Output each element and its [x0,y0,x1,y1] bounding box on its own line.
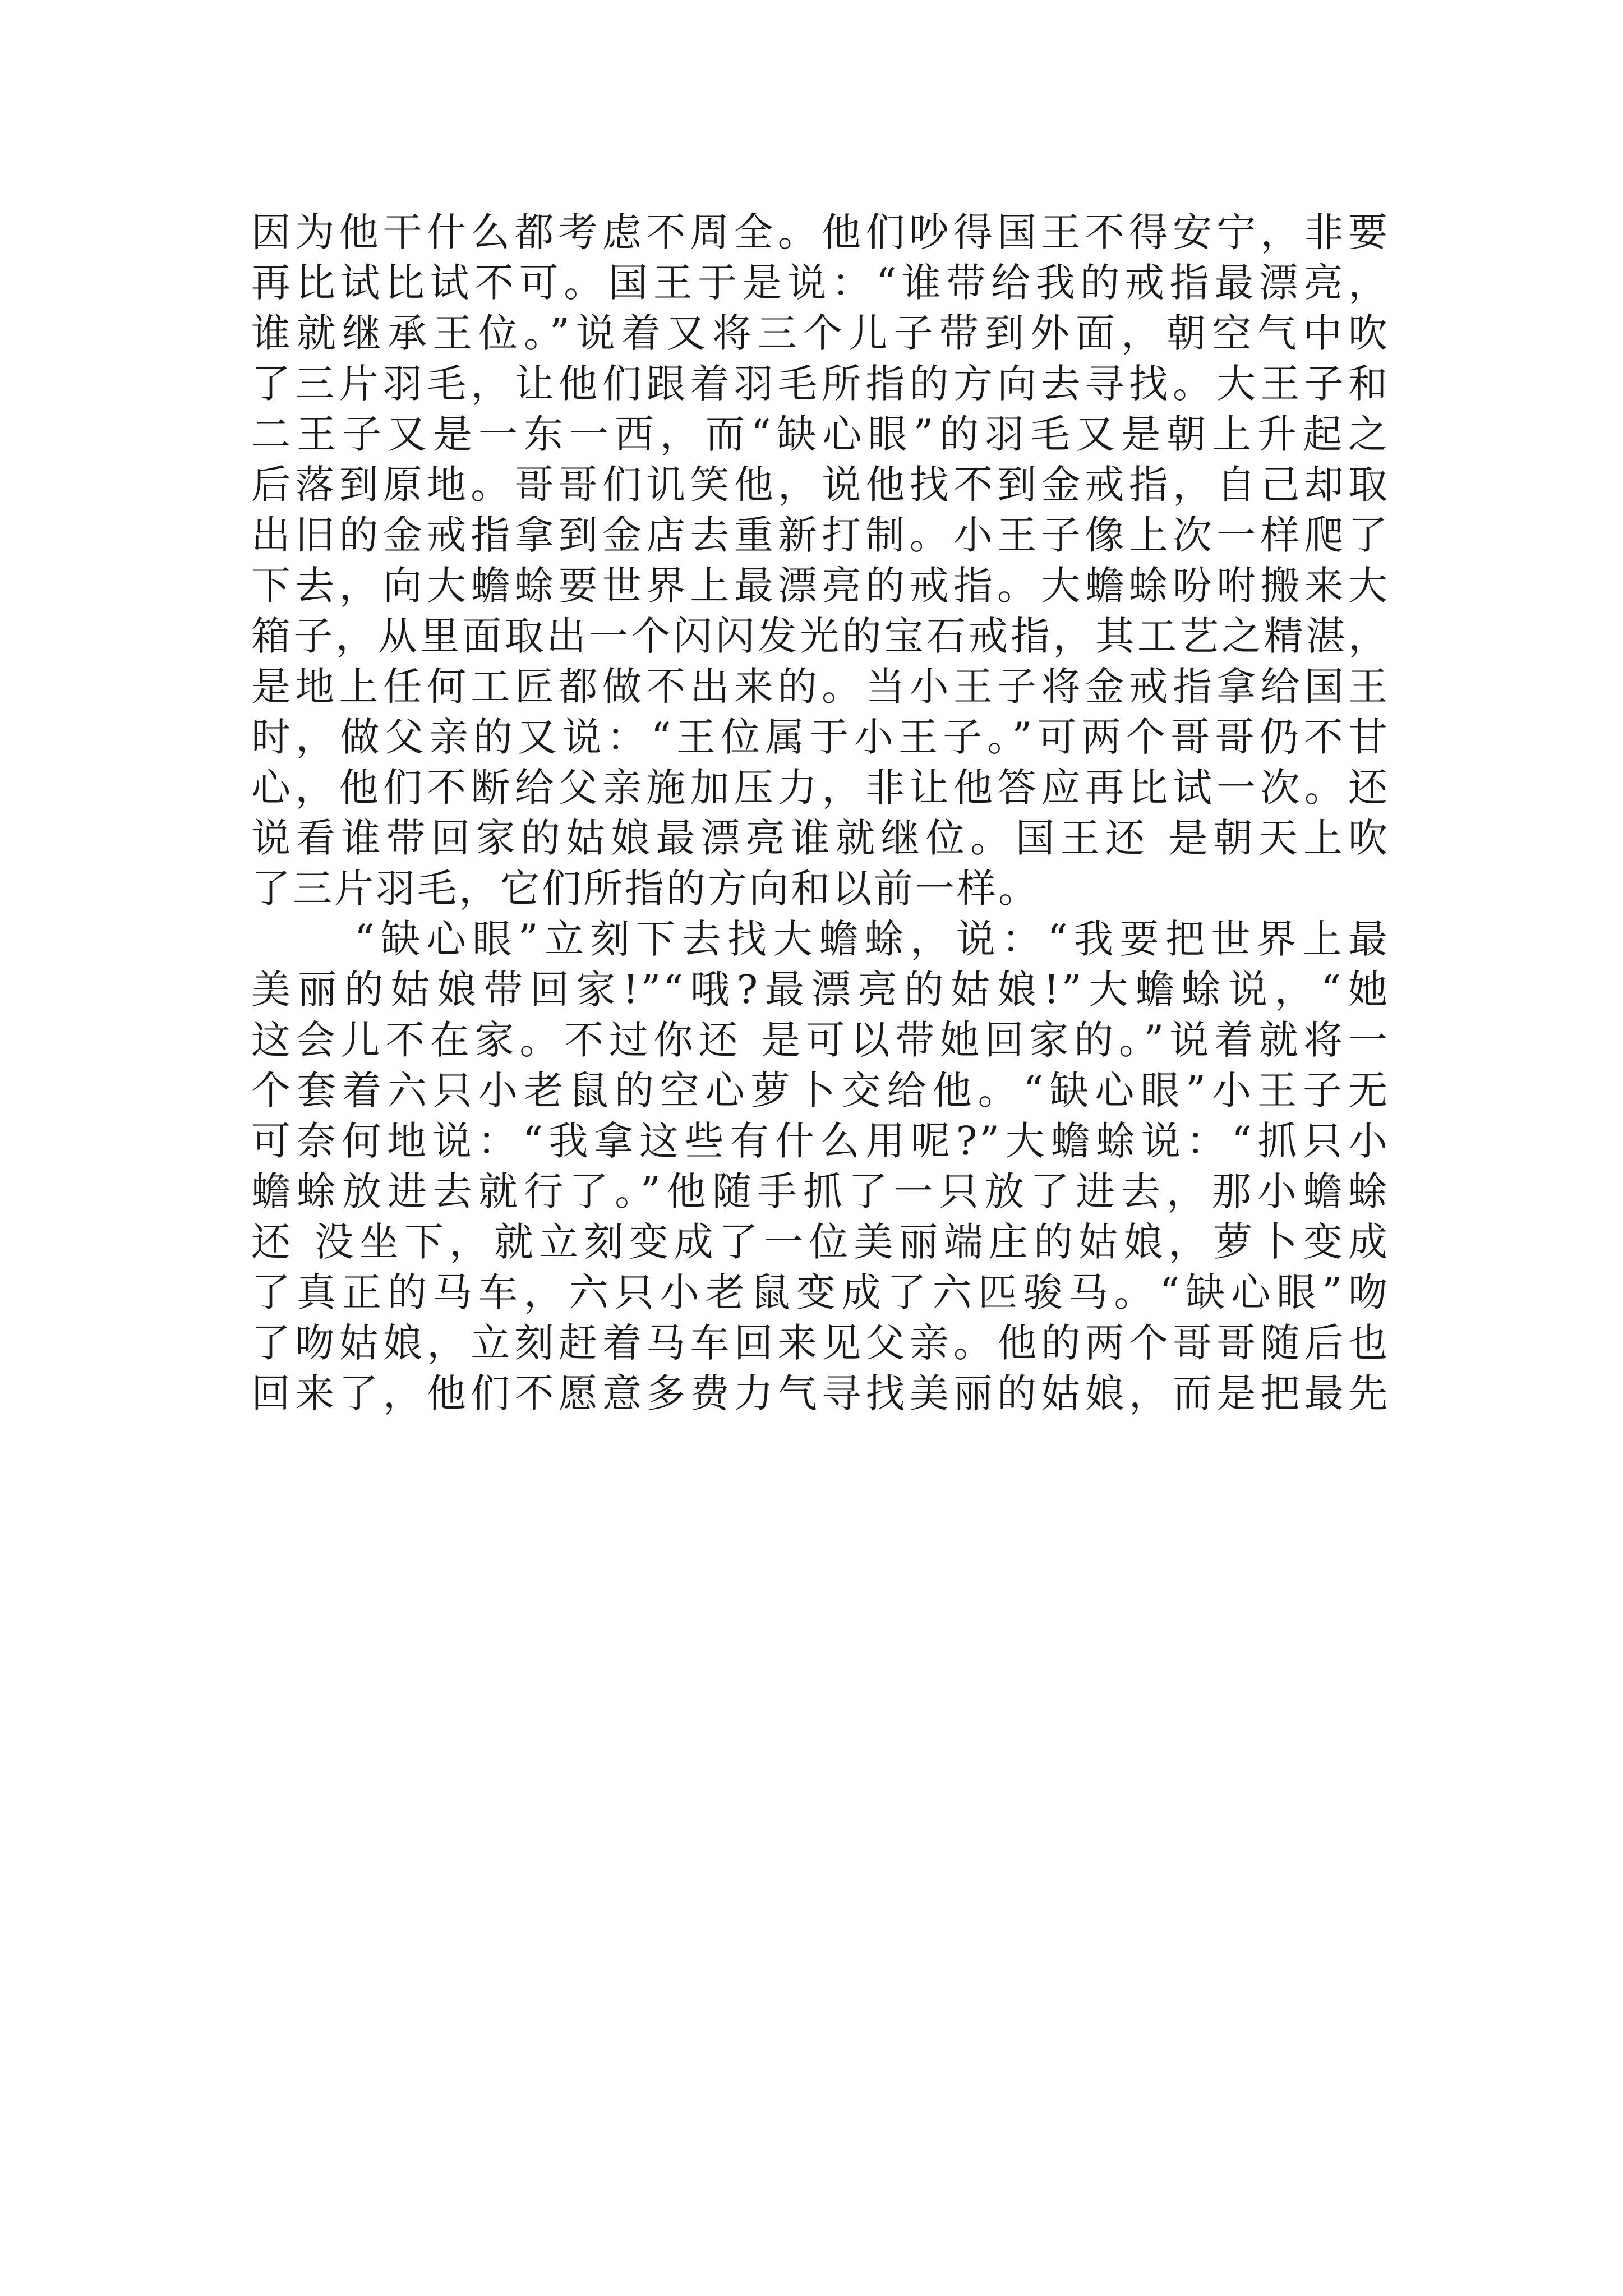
text-line: 谁就继承王位。”说着又将三个儿子带到外面，朝空气中吹 [251,310,1390,356]
text-line: 是地上任何工匠都做不出来的。当小王子将金戒指拿给国王 [251,664,1390,710]
text-line: 还 没坐下，就立刻变成了一位美丽端庄的姑娘，萝卜变成 [251,1219,1390,1265]
text-line: 个套着六只小老鼠的空心萝卜交给他。“缺心眼”小王子无 [251,1068,1390,1114]
text-line: 了真正的马车，六只小老鼠变成了六匹骏马。“缺心眼”吻 [251,1269,1390,1315]
text-line: 说看谁带回家的姑娘最漂亮谁就继位。国王还 是朝天上吹 [251,815,1390,861]
text-line: 箱子，从里面取出一个闪闪发光的宝石戒指，其工艺之精湛， [251,613,1390,659]
text-line: 心，他们不断给父亲施加压力，非让他答应再比试一次。还 [251,765,1390,811]
text-line: 因为他干什么都考虑不周全。他们吵得国王不得安宁，非要 [251,209,1390,255]
text-line: 这会儿不在家。不过你还 是可以带她回家的。”说着就将一 [251,1017,1390,1063]
text-line: 回来了，他们不愿意多费力气寻找美丽的姑娘，而是把最先 [251,1370,1390,1416]
text-line: 下去，向大蟾蜍要世界上最漂亮的戒指。大蟾蜍吩咐搬来大 [251,563,1390,609]
text-line: 美丽的姑娘带回家!”“哦?最漂亮的姑娘!”大蟾蜍说，“她 [251,967,1390,1013]
text-line: 可奈何地说：“我拿这些有什么用呢?”大蟾蜍说：“抓只小 [251,1118,1390,1164]
text-line: 了三片羽毛，让他们跟着羽毛所指的方向去寻找。大王子和 [251,361,1390,407]
text-line: 后落到原地。哥哥们讥笑他，说他找不到金戒指，自己却取 [251,462,1390,508]
text-line-indented: “缺心眼”立刻下去找大蟾蜍，说：“我要把世界上最 [354,916,1390,962]
text-line: 再比试比试不可。国王于是说：“谁带给我的戒指最漂亮， [251,260,1390,306]
text-line: 了吻姑娘，立刻赶着马车回来见父亲。他的两个哥哥随后也 [251,1320,1390,1366]
text-line: 蟾蜍放进去就行了。”他随手抓了一只放了进去，那小蟾蜍 [251,1168,1390,1214]
text-line: 二王子又是一东一西，而“缺心眼”的羽毛又是朝上升起之 [251,411,1390,457]
text-line: 了三片羽毛，它们所指的方向和以前一样。 [251,866,1040,912]
text-line: 时，做父亲的又说：“王位属于小王子。”可两个哥哥仍不甘 [251,714,1390,760]
body-text [251,208,1390,1418]
text-line: 出旧的金戒指拿到金店去重新打制。小王子像上次一样爬了 [251,512,1390,558]
